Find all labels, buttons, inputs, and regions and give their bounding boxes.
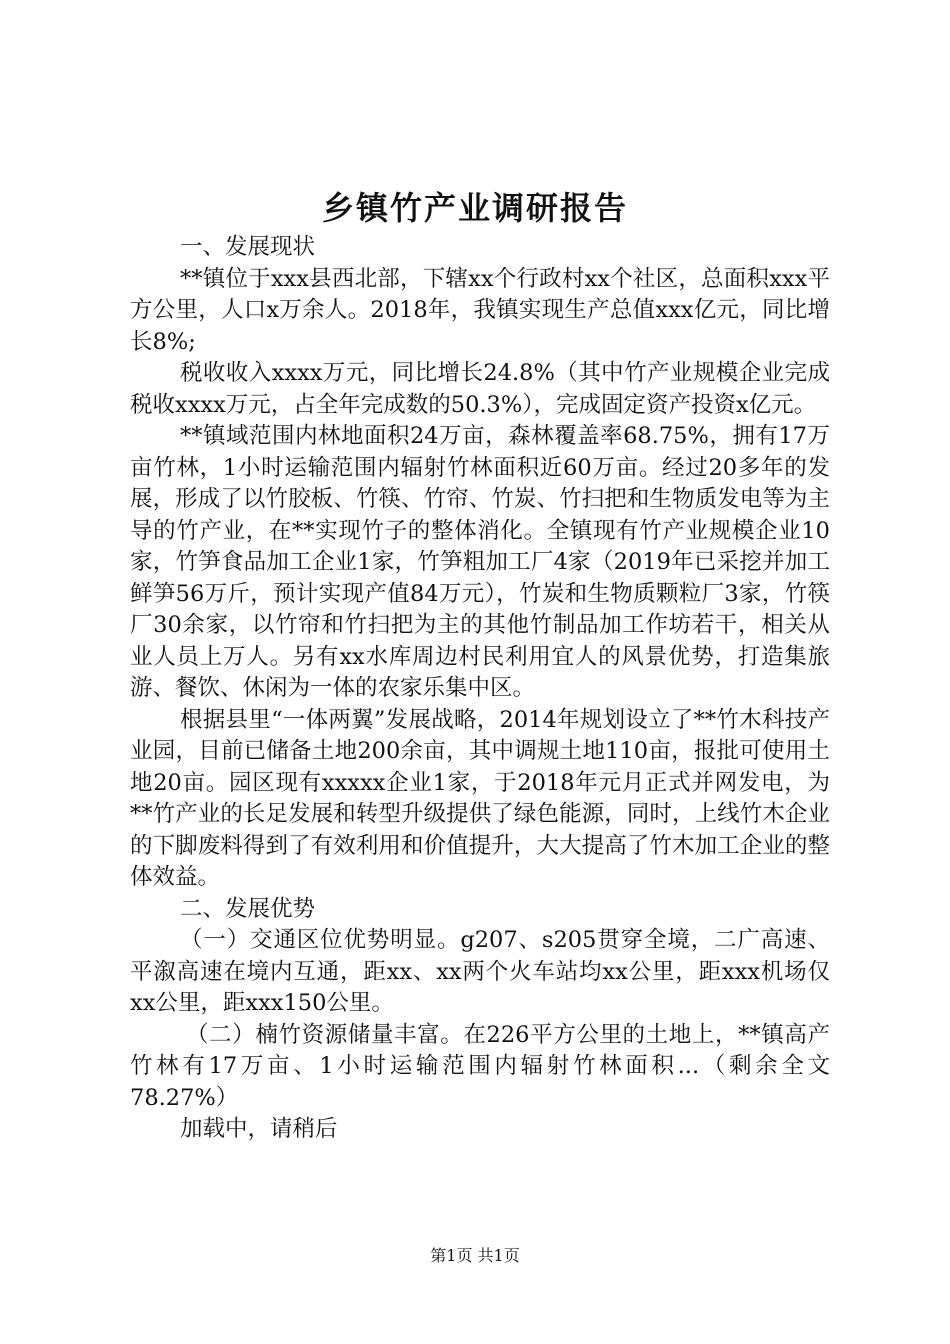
- paragraph-industrial-park: 根据县里“一体两翼”发展战略，2014年规划设立了**竹木科技产业园，目前已储备土地200余亩，其中调规土地110亩，报批可使用土地20亩。园区现有xxxxx企业1家，于2018年元月正式并网发电，为**竹产业的长足发展和转型升级提供了绿色能源，同时，上线竹木企业的下脚废料得到了有效利用和价值提升，大大提高了竹木加工企业的整体效益。: [130, 706, 830, 890]
- paragraph-town-overview: **镇位于xxx县西北部，下辖xx个行政村xx个社区，总面积xxx平方公里，人口x万余人。2018年，我镇实现生产总值xxx亿元，同比增长8%;: [130, 265, 830, 355]
- paragraph-tax-revenue: 税收收入xxxx万元，同比增长24.8%（其中竹产业规模企业完成税收xxxx万元，占全年完成数的50.3%），完成固定资产投资x亿元。: [130, 360, 830, 418]
- section-heading-status: 一、发展现状: [180, 234, 316, 260]
- document-body: [130, 232, 830, 1146]
- paragraph-transport-advantage: （一）交通区位优势明显。g207、s205贯穿全境，二广高速、平溆高速在境内互通，距xx、xx两个火车站均xx公里，距xxx机场仅xx公里，距xxx150公里。: [130, 927, 830, 1016]
- page-footer: 第1页 共1页: [430, 1246, 520, 1265]
- paragraph-bamboo-reserves: （二）楠竹资源储量丰富。在226平方公里的土地上，**镇高产竹林有17万亩、1小时运输范围内辐射竹林面积...（剩余全文78.27%）: [130, 1021, 830, 1111]
- document-title: 乡镇竹产业调研报告: [321, 189, 628, 227]
- section-heading-advantages: 二、发展优势: [180, 895, 316, 922]
- loading-notice: 加载中，请稍后: [180, 1116, 338, 1142]
- paragraph-bamboo-resources: **镇域范围内林地面积24万亩，森林覆盖率68.75%，拥有17万亩竹林，1小时运输范围内辐射竹林面积近60万亩。经过20多年的发展，形成了以竹胶板、竹筷、竹帘、竹炭、竹扫把和生物质发电等为主导的竹产业，在**实现竹子的整体消化。全镇现有竹产业规模企业10家，竹笋食品加工企业1家，竹笋粗加工厂4家（2019年已采挖并加工鲜笋56万斤，预计实现产值84万元），竹炭和生物质颗粒厂3家，竹筷厂30余家，以竹帘和竹扫把为主的其他竹制品加工作坊若干，相关从业人员上万人。另有xx水库周边村民利用宜人的风景优势，打造集旅游、餐饮、休闲为一体的农家乐集中区。: [130, 423, 830, 701]
